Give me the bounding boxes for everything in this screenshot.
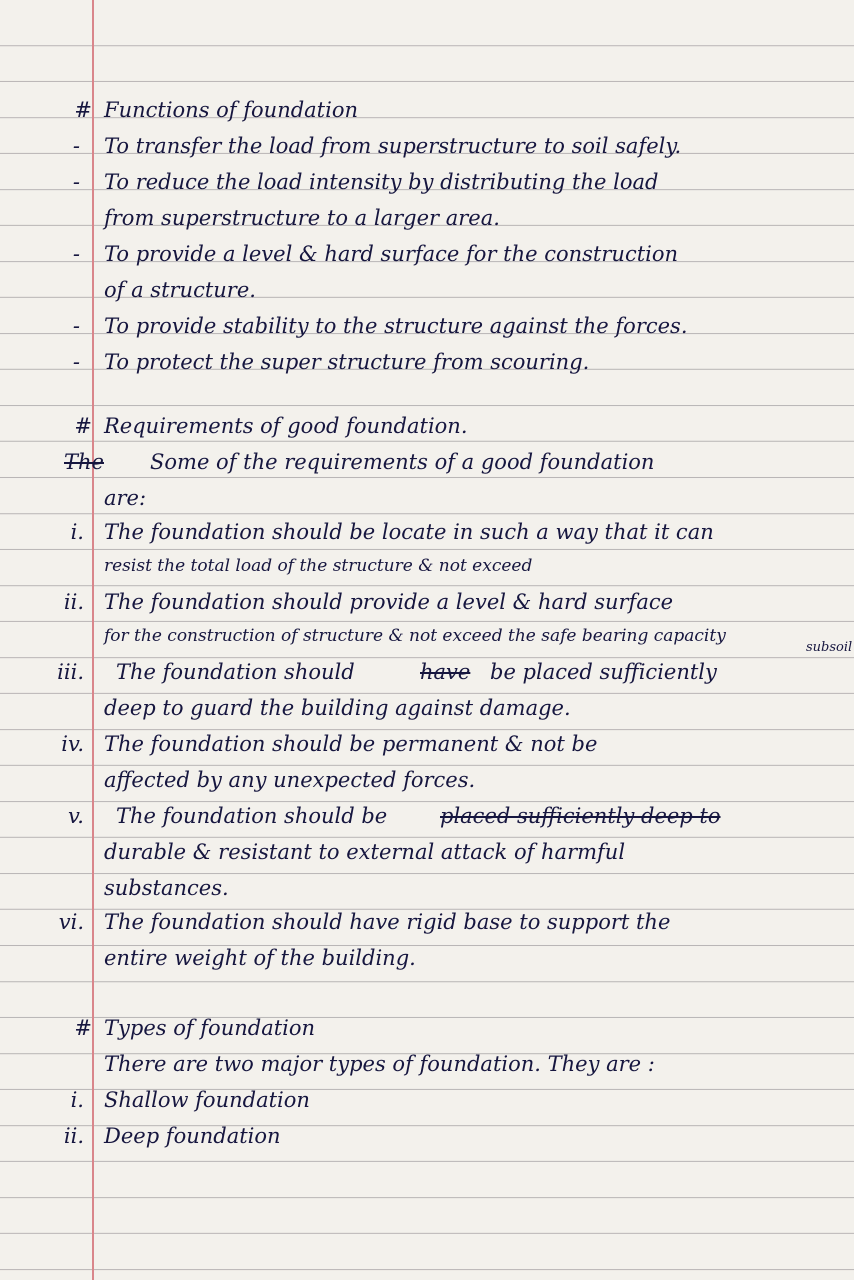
list-item — [0, 904, 854, 940]
list-item-continuation — [0, 200, 854, 236]
heading-text: Functions of foundation — [104, 98, 358, 122]
heading-types — [0, 1010, 854, 1046]
intro-text: are: — [104, 486, 147, 510]
list-item — [0, 654, 854, 690]
list-item — [0, 726, 854, 762]
item-text: To transfer the load from superstructure to soil safely. — [104, 134, 682, 158]
list-item-continuation — [0, 870, 854, 906]
item-marker: - — [72, 134, 80, 158]
item-text: To reduce the load intensity by distributing the load — [104, 170, 659, 194]
heading-functions — [0, 92, 854, 128]
item-text: The foundation should provide a level & hard surface — [104, 590, 674, 614]
item-marker: - — [72, 170, 80, 194]
list-item-continuation — [0, 272, 854, 308]
list-item-continuation — [0, 834, 854, 870]
item-marker: ii. — [63, 1124, 84, 1148]
list-item — [0, 236, 854, 272]
intro-text: Some of the requirements of a good foundation — [150, 450, 655, 474]
item-text: To provide stability to the structure against the forces. — [104, 314, 688, 338]
list-item-continuation — [0, 940, 854, 976]
item-text: The foundation should have rigid base to support the — [104, 910, 671, 934]
item-text: To protect the super structure from scouring. — [104, 350, 590, 374]
item-text: of a structure. — [104, 278, 256, 302]
item-text: The foundation should be locate in such a way that it can — [104, 520, 714, 544]
item-text: To provide a level & hard surface for the construction — [104, 242, 679, 266]
item-text: The foundation should be — [116, 804, 388, 828]
list-item — [0, 514, 854, 550]
heading-text: Requirements of good foundation. — [104, 414, 468, 438]
list-item-continuation — [0, 548, 854, 584]
item-marker: i. — [70, 520, 84, 544]
heading-requirements — [0, 408, 854, 444]
intro-text: There are two major types of foundation. They are : — [104, 1052, 655, 1076]
struck-word: have — [420, 660, 471, 684]
intro-line — [0, 1046, 854, 1082]
struck-phrase: placed sufficiently deep to — [440, 804, 721, 828]
intro-line — [0, 444, 854, 480]
list-item — [0, 584, 854, 620]
list-item — [0, 164, 854, 200]
item-text: be placed sufficiently — [490, 660, 717, 684]
heading-marker: # — [74, 414, 92, 438]
item-text: The foundation should be permanent & not be — [104, 732, 598, 756]
struck-word: The — [64, 450, 104, 474]
item-marker: vi. — [58, 910, 84, 934]
item-text: deep to guard the building against damage. — [104, 696, 571, 720]
item-marker: - — [72, 242, 80, 266]
list-item — [0, 344, 854, 380]
heading-text: Types of foundation — [104, 1016, 316, 1040]
item-text: resist the total load of the structure & not exceed — [104, 556, 533, 576]
list-item — [0, 1082, 854, 1118]
list-item-continuation — [0, 618, 854, 654]
item-marker: v. — [67, 804, 84, 828]
item-text: substances. — [104, 876, 229, 900]
item-marker: iv. — [61, 732, 84, 756]
item-marker: - — [72, 350, 80, 374]
list-item-continuation — [0, 690, 854, 726]
item-text: durable & resistant to external attack of harmful — [104, 840, 626, 864]
item-marker: i. — [70, 1088, 84, 1112]
list-item — [0, 308, 854, 344]
item-marker: iii. — [57, 660, 84, 684]
heading-marker: # — [74, 1016, 92, 1040]
item-text: entire weight of the building. — [104, 946, 416, 970]
heading-marker: # — [74, 98, 92, 122]
list-item-continuation — [0, 762, 854, 798]
item-text: The foundation should — [116, 660, 355, 684]
list-item — [0, 128, 854, 164]
item-text: Shallow foundation — [104, 1088, 310, 1112]
list-item — [0, 1118, 854, 1154]
list-item — [0, 798, 854, 834]
margin-note: subsoil — [806, 640, 853, 655]
item-text: Deep foundation — [104, 1124, 281, 1148]
item-marker: - — [72, 314, 80, 338]
item-text: from superstructure to a larger area. — [104, 206, 500, 230]
item-marker: ii. — [63, 590, 84, 614]
intro-line — [0, 480, 854, 516]
item-text: affected by any unexpected forces. — [104, 768, 476, 792]
item-text: for the construction of structure & not exceed the safe bearing capacity — [104, 626, 726, 646]
